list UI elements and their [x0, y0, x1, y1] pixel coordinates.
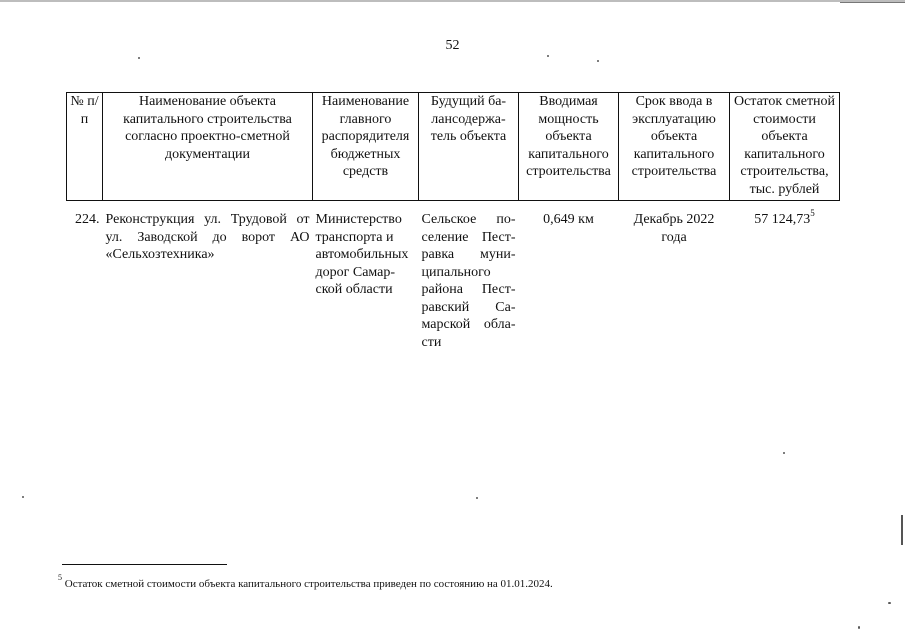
footnote-text: Остаток сметной стоимости объекта капитального строительства приведен по состоянию на 01.01.2024. — [64, 578, 553, 590]
header-cost-remainder: Остаток сметной стоимости объекта капитального строительства, тыс. рублей — [730, 93, 840, 201]
scan-speck — [597, 60, 599, 62]
footnote-separator — [62, 564, 227, 565]
cost-remainder-value: 57 124,73 — [754, 212, 811, 227]
table-header-row — [67, 93, 840, 201]
footnote — [58, 573, 553, 590]
scan-speck — [476, 497, 478, 499]
scan-speck — [888, 602, 891, 604]
top-edge-mark — [840, 2, 905, 3]
footnote-mark: 5 — [58, 573, 62, 583]
header-commission-date: Срок ввода в эксплуатацию объекта капитального строительства — [619, 93, 730, 201]
top-edge-line — [0, 0, 905, 2]
scan-speck — [547, 55, 549, 57]
header-num: № п/п — [67, 93, 103, 201]
header-distributor: Наименование главного распорядителя бюджетных средств — [313, 93, 419, 201]
scan-speck — [22, 496, 24, 498]
row-distributor: Министерство транспорта и автомобильных дорог Самар-ской области — [315, 212, 409, 297]
capital-construction-table — [66, 92, 840, 351]
row-commission-date: Декабрь 2022 года — [633, 212, 715, 245]
row-num: 224. — [75, 212, 100, 227]
header-object-name: Наименование объекта капитального строительства согласно проектно-сметной документации — [103, 93, 313, 201]
scan-speck — [138, 57, 140, 59]
row-cost-remainder — [730, 201, 840, 352]
scan-speck — [783, 452, 785, 454]
header-balance-holder: Будущий ба-лансодержа-тель объекта — [419, 93, 519, 201]
header-power: Вводимая мощность объекта капитального строительства — [519, 93, 619, 201]
page-number: 52 — [445, 38, 460, 53]
scan-edge-mark — [901, 515, 903, 545]
table-row — [67, 201, 840, 352]
row-balance-holder: Сельское по-селение Пест-равка муни-ципального района Пест-равский Са-марской обла-сти — [421, 212, 516, 350]
row-object-name: Реконструкция ул. Трудовой от ул. Заводской до ворот АО «Сельхозтехника» — [105, 212, 310, 262]
scan-speck — [858, 626, 860, 629]
footnote-reference: 5 — [810, 208, 815, 219]
row-power: 0,649 км — [543, 212, 594, 227]
